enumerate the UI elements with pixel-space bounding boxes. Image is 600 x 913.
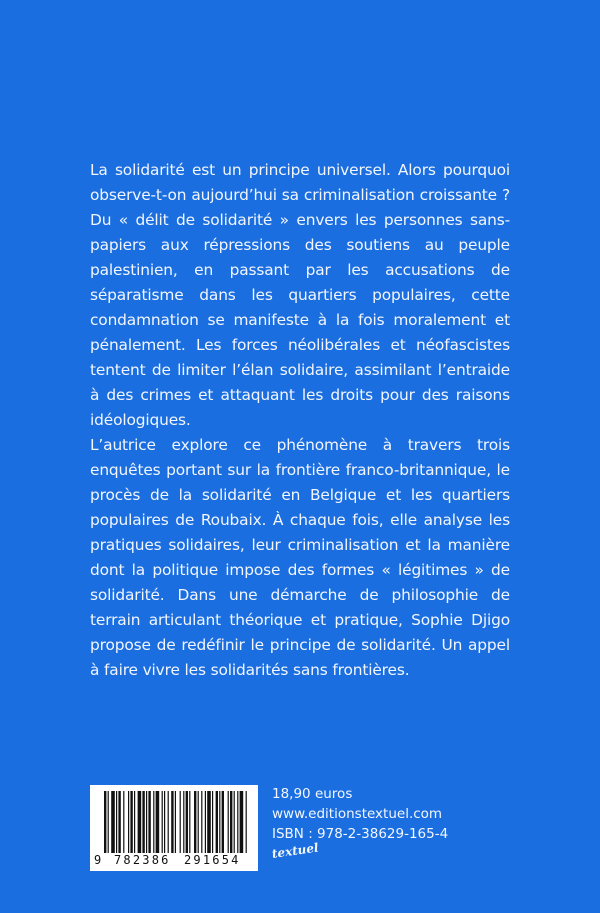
barcode-bar	[198, 791, 199, 853]
isbn-barcode	[90, 785, 258, 871]
barcode-bar	[216, 791, 218, 853]
barcode-bar	[186, 791, 188, 853]
barcode-bar	[128, 791, 129, 853]
blurb-paragraph-1: La solidarité est un principe universel. Alors pourquoi observe-t-on aujourd’hui sa criminalisation croissante ? Du « délit de solidarité » envers les personnes sans-papiers aux répressions des soutiens au peuple palestinien, en passant par les accusations de séparatisme dans les quartiers populaires, cette condamnation se manifeste à la fois moralement et pénalement. Les forces néolibérales et néofascistes tentent de limiter l’élan solidaire, assimilant l’entraide à des crimes et attaquant les droits pour des raisons idéologiques.	[90, 161, 510, 429]
barcode-bar	[130, 791, 132, 853]
isbn-label: ISBN : 978-2-38629-165-4	[272, 826, 449, 842]
barcode-bar	[142, 791, 144, 853]
barcode-bar	[108, 791, 109, 853]
barcode-bar	[156, 791, 160, 853]
barcode-bar	[146, 791, 147, 853]
barcode-bar	[228, 791, 229, 853]
barcode-bar	[205, 791, 206, 853]
barcode-digit-first: 9	[94, 853, 102, 867]
barcode-bar	[104, 791, 106, 853]
barcode-bar	[164, 791, 165, 853]
barcode-bar	[180, 791, 181, 853]
barcode-bar	[222, 791, 224, 853]
barcode-bar	[240, 791, 244, 853]
barcode-bar	[123, 791, 124, 853]
barcode-bar	[162, 791, 163, 853]
barcode-bar	[116, 791, 117, 853]
barcode-bar	[175, 791, 176, 853]
barcode-bar	[148, 791, 150, 853]
publisher-info	[272, 784, 448, 844]
barcode-bar	[237, 791, 238, 853]
barcode-bar	[194, 791, 196, 853]
barcode-bar	[189, 791, 190, 853]
barcode-bar	[118, 791, 120, 853]
barcode-bar	[138, 791, 142, 853]
barcode-bar	[153, 791, 154, 853]
barcode-bar	[230, 791, 232, 853]
barcode-bar	[183, 791, 184, 853]
barcode-bar	[171, 791, 173, 853]
barcode-digits-left: 782386	[114, 853, 171, 867]
barcode-bar	[207, 791, 211, 853]
barcode-bar	[111, 791, 115, 853]
price-label: 18,90 euros	[272, 786, 353, 802]
barcode-bar	[234, 791, 235, 853]
barcode-digits-right: 291654	[184, 853, 241, 867]
back-cover-blurb	[90, 158, 510, 683]
barcode-bar	[212, 791, 213, 853]
barcode-bar	[201, 791, 202, 853]
barcode-bar	[246, 791, 247, 853]
barcode-bar	[168, 791, 169, 853]
barcode-bar	[134, 791, 135, 853]
barcode-bar	[219, 791, 220, 853]
website-label: www.editionstextuel.com	[272, 806, 443, 822]
blurb-paragraph-2: L’autrice explore ce phénomène à travers trois enquêtes portant sur la frontière franco-britannique, le procès de la solidarité en Belgique et les quartiers populaires de Roubaix. À chaque fois, elle analyse les pratiques solidaires, leur criminalisation et la manière dont la politique impose des formes « légitimes » de solidarité. Dans une démarche de philosophie de terrain articulant théorique et pratique, Sophie Djigo propose de redéfinir le principe de solidarité. Un appel à faire vivre les solidarités sans frontières.	[90, 436, 510, 679]
publisher-logo: textuel	[271, 840, 320, 861]
